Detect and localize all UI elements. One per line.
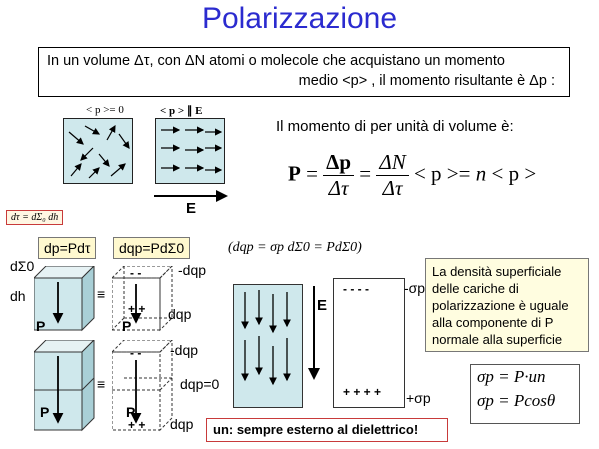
formula-frac-1: $\frac{\Delta p}{\Delta\tau}$ bbox=[323, 150, 354, 201]
p-label-cube1: P bbox=[36, 318, 46, 334]
polarization-formula: P = $\frac{\Delta p}{\Delta\tau}$ = $\frac{\Delta N}{\Delta\tau}$ < p >= n < p > bbox=[288, 150, 537, 200]
un-note: un: sempre esterno al dielettrico! bbox=[206, 418, 448, 442]
plus-sigma-label: +σp bbox=[406, 390, 431, 406]
intro-box bbox=[38, 47, 570, 97]
density-note: La densità superficiale delle cariche di polarizzazione è uguale alla componente di P normale alla superficie bbox=[425, 258, 589, 352]
dh-label: dh bbox=[10, 288, 26, 304]
formula-end: < p > bbox=[491, 161, 537, 186]
cube-bottom-plus: + + bbox=[128, 418, 146, 432]
moment-per-volume-text: Il momento di per unità di volume è: bbox=[276, 118, 514, 135]
intro-line-2: medio <p> , il momento risultante è Δp : bbox=[298, 73, 555, 89]
dp-equation: dp=Pdτ bbox=[38, 237, 96, 259]
page-title: Polarizzazione bbox=[201, 2, 398, 35]
dqp-label-2: dqp bbox=[170, 416, 194, 432]
sigma-formula-2: σp = Pcosθ bbox=[477, 391, 556, 410]
equiv-sign-bottom: ≡ bbox=[97, 376, 106, 392]
formula-frac-2: $\frac{\Delta N}{\Delta\tau}$ bbox=[376, 150, 408, 201]
p-label-cube2: P bbox=[122, 318, 132, 334]
caption-p-parallel: < p > ∥ E bbox=[160, 105, 203, 117]
cube-top-plus: + + bbox=[128, 302, 146, 316]
formula-n: n bbox=[475, 161, 487, 186]
caption-p-zero: < p >= 0 bbox=[86, 104, 124, 116]
random-dipoles-diagram bbox=[63, 118, 133, 184]
dqp-zero-label: dqp=0 bbox=[180, 376, 220, 392]
cube-top-minus: - - bbox=[130, 266, 142, 280]
intro-line-1: In un volume Δτ, con ΔN atomi o molecole che acquistano un momento bbox=[47, 53, 505, 69]
p-label-cube4: P bbox=[126, 404, 136, 420]
minus-dqp-label-2: -dqp bbox=[170, 342, 199, 358]
dqp-label-1: dqp bbox=[168, 306, 192, 322]
paren-formula: (dqp = σp dΣ0 = PdΣ0) bbox=[228, 240, 362, 255]
p-label-cube3: P bbox=[40, 404, 50, 420]
dtau-equation: dτ = dΣ₀ dh bbox=[6, 210, 63, 225]
minus-dqp-label-1: -dqp bbox=[178, 262, 207, 278]
equiv-sign-top: ≡ bbox=[97, 286, 106, 302]
aligned-dipoles-diagram bbox=[155, 118, 225, 184]
formula-mid: < p >= bbox=[413, 161, 471, 186]
dielectric-slab bbox=[233, 284, 303, 408]
cube-bottom-minus: - - bbox=[130, 346, 142, 360]
sigma-formula-1: σp = P·un bbox=[477, 367, 546, 386]
field-label-e: E bbox=[186, 200, 197, 217]
dsigma0-label: dΣ0 bbox=[10, 258, 35, 274]
sigma-formulas bbox=[470, 364, 580, 424]
dq-equation: dqp=PdΣ0 bbox=[113, 237, 190, 259]
field-label-e-vertical: E bbox=[317, 297, 328, 314]
minus-sigma-label: -σp bbox=[404, 280, 426, 296]
surface-plus-charges: + + + + bbox=[343, 385, 382, 399]
surface-minus-charges: - - - - bbox=[343, 282, 369, 296]
formula-lhs: P bbox=[288, 161, 301, 186]
